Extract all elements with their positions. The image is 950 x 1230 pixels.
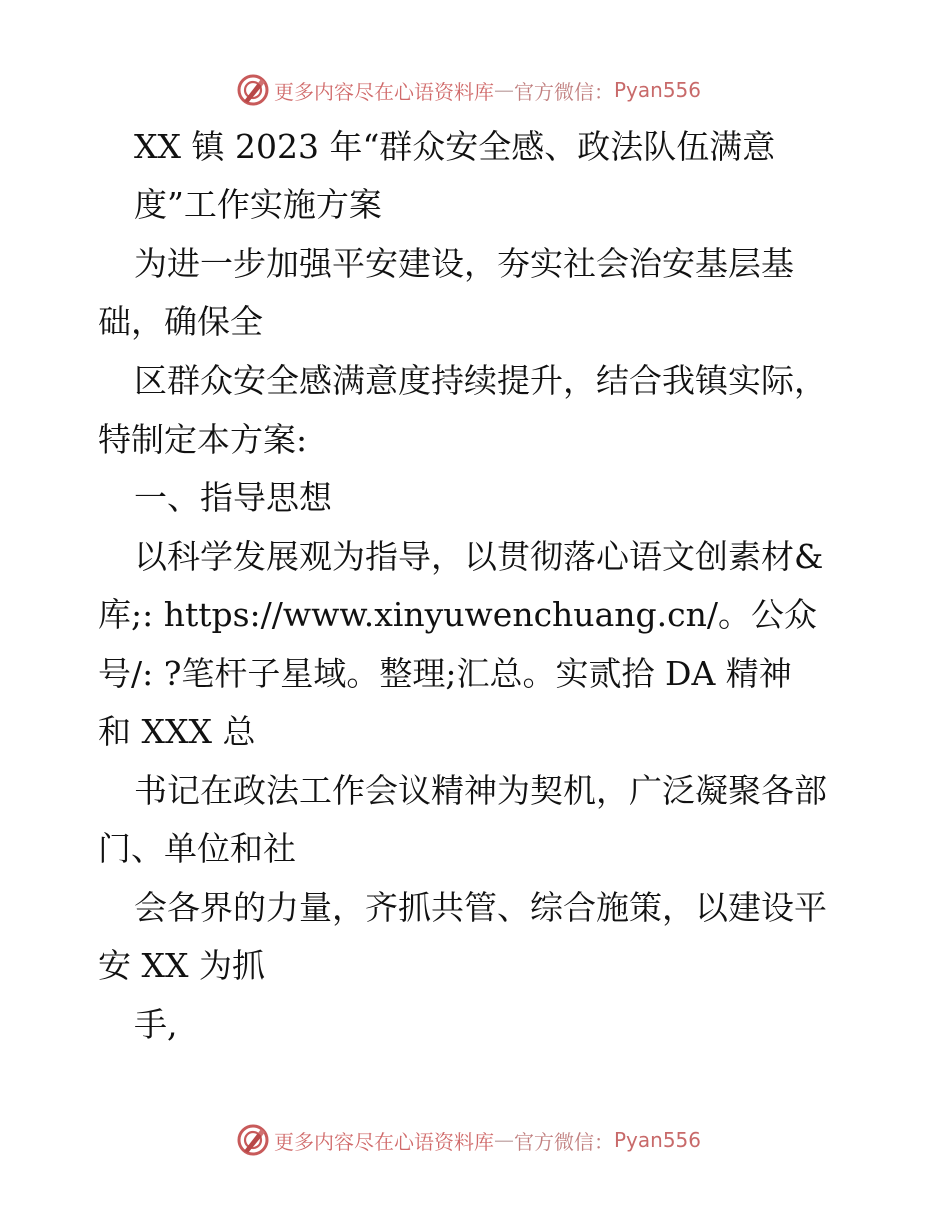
header-watermark — [236, 70, 701, 110]
doc-paragraph-line: 号/: ?笔杆子星域。整理;汇总。实贰拾 DA 精神 — [98, 654, 792, 693]
watermark-official-label: 官方微信： — [514, 79, 614, 104]
doc-paragraph-line: 区群众安全感满意度持续提升，结合我镇实际， — [134, 361, 827, 400]
watermark-official-label: 官方微信： — [514, 1129, 614, 1154]
doc-section-heading: 一、指导思想 — [134, 478, 332, 517]
doc-paragraph-line: 安 XX 为抓 — [98, 946, 265, 985]
doc-paragraph-line: 为进一步加强平安建设，夯实社会治安基层基 — [134, 244, 794, 283]
doc-paragraph-line: 和 XXX 总 — [98, 712, 256, 751]
watermark-text: 更多内容尽在心语资料库 — [274, 1129, 494, 1154]
doc-paragraph-line: 会各界的力量，齐抓共管、综合施策，以建设平 — [134, 888, 827, 927]
watermark-separator: — — [494, 1128, 514, 1152]
watermark-separator: — — [494, 78, 514, 102]
doc-paragraph-line: 特制定本方案: — [98, 420, 308, 459]
watermark-text: 更多内容尽在心语资料库 — [274, 79, 494, 104]
doc-title-line-2: 度”工作实施方案 — [134, 185, 382, 224]
doc-paragraph-line: 门、单位和社 — [98, 829, 296, 868]
footer-watermark — [236, 1120, 701, 1160]
watermark-wechat-id: Pyan556 — [614, 1128, 702, 1152]
doc-title-line-1: XX 镇 2023 年“群众安全感、政法队伍满意 — [134, 127, 776, 166]
doc-paragraph-line: 书记在政法工作会议精神为契机，广泛凝聚各部 — [134, 771, 827, 810]
watermark-wechat-id: Pyan556 — [614, 78, 702, 102]
doc-paragraph-line: 库;: https://www.xinyuwenchuang.cn/。公众 — [98, 595, 817, 634]
doc-paragraph-line: 以科学发展观为指导，以贯彻落心语文创素材& — [134, 537, 824, 576]
doc-paragraph-line: 础，确保全 — [98, 302, 263, 341]
doc-paragraph-line: 手, — [134, 1005, 178, 1044]
pen-logo-icon — [236, 1123, 270, 1157]
pen-logo-icon — [236, 73, 270, 107]
